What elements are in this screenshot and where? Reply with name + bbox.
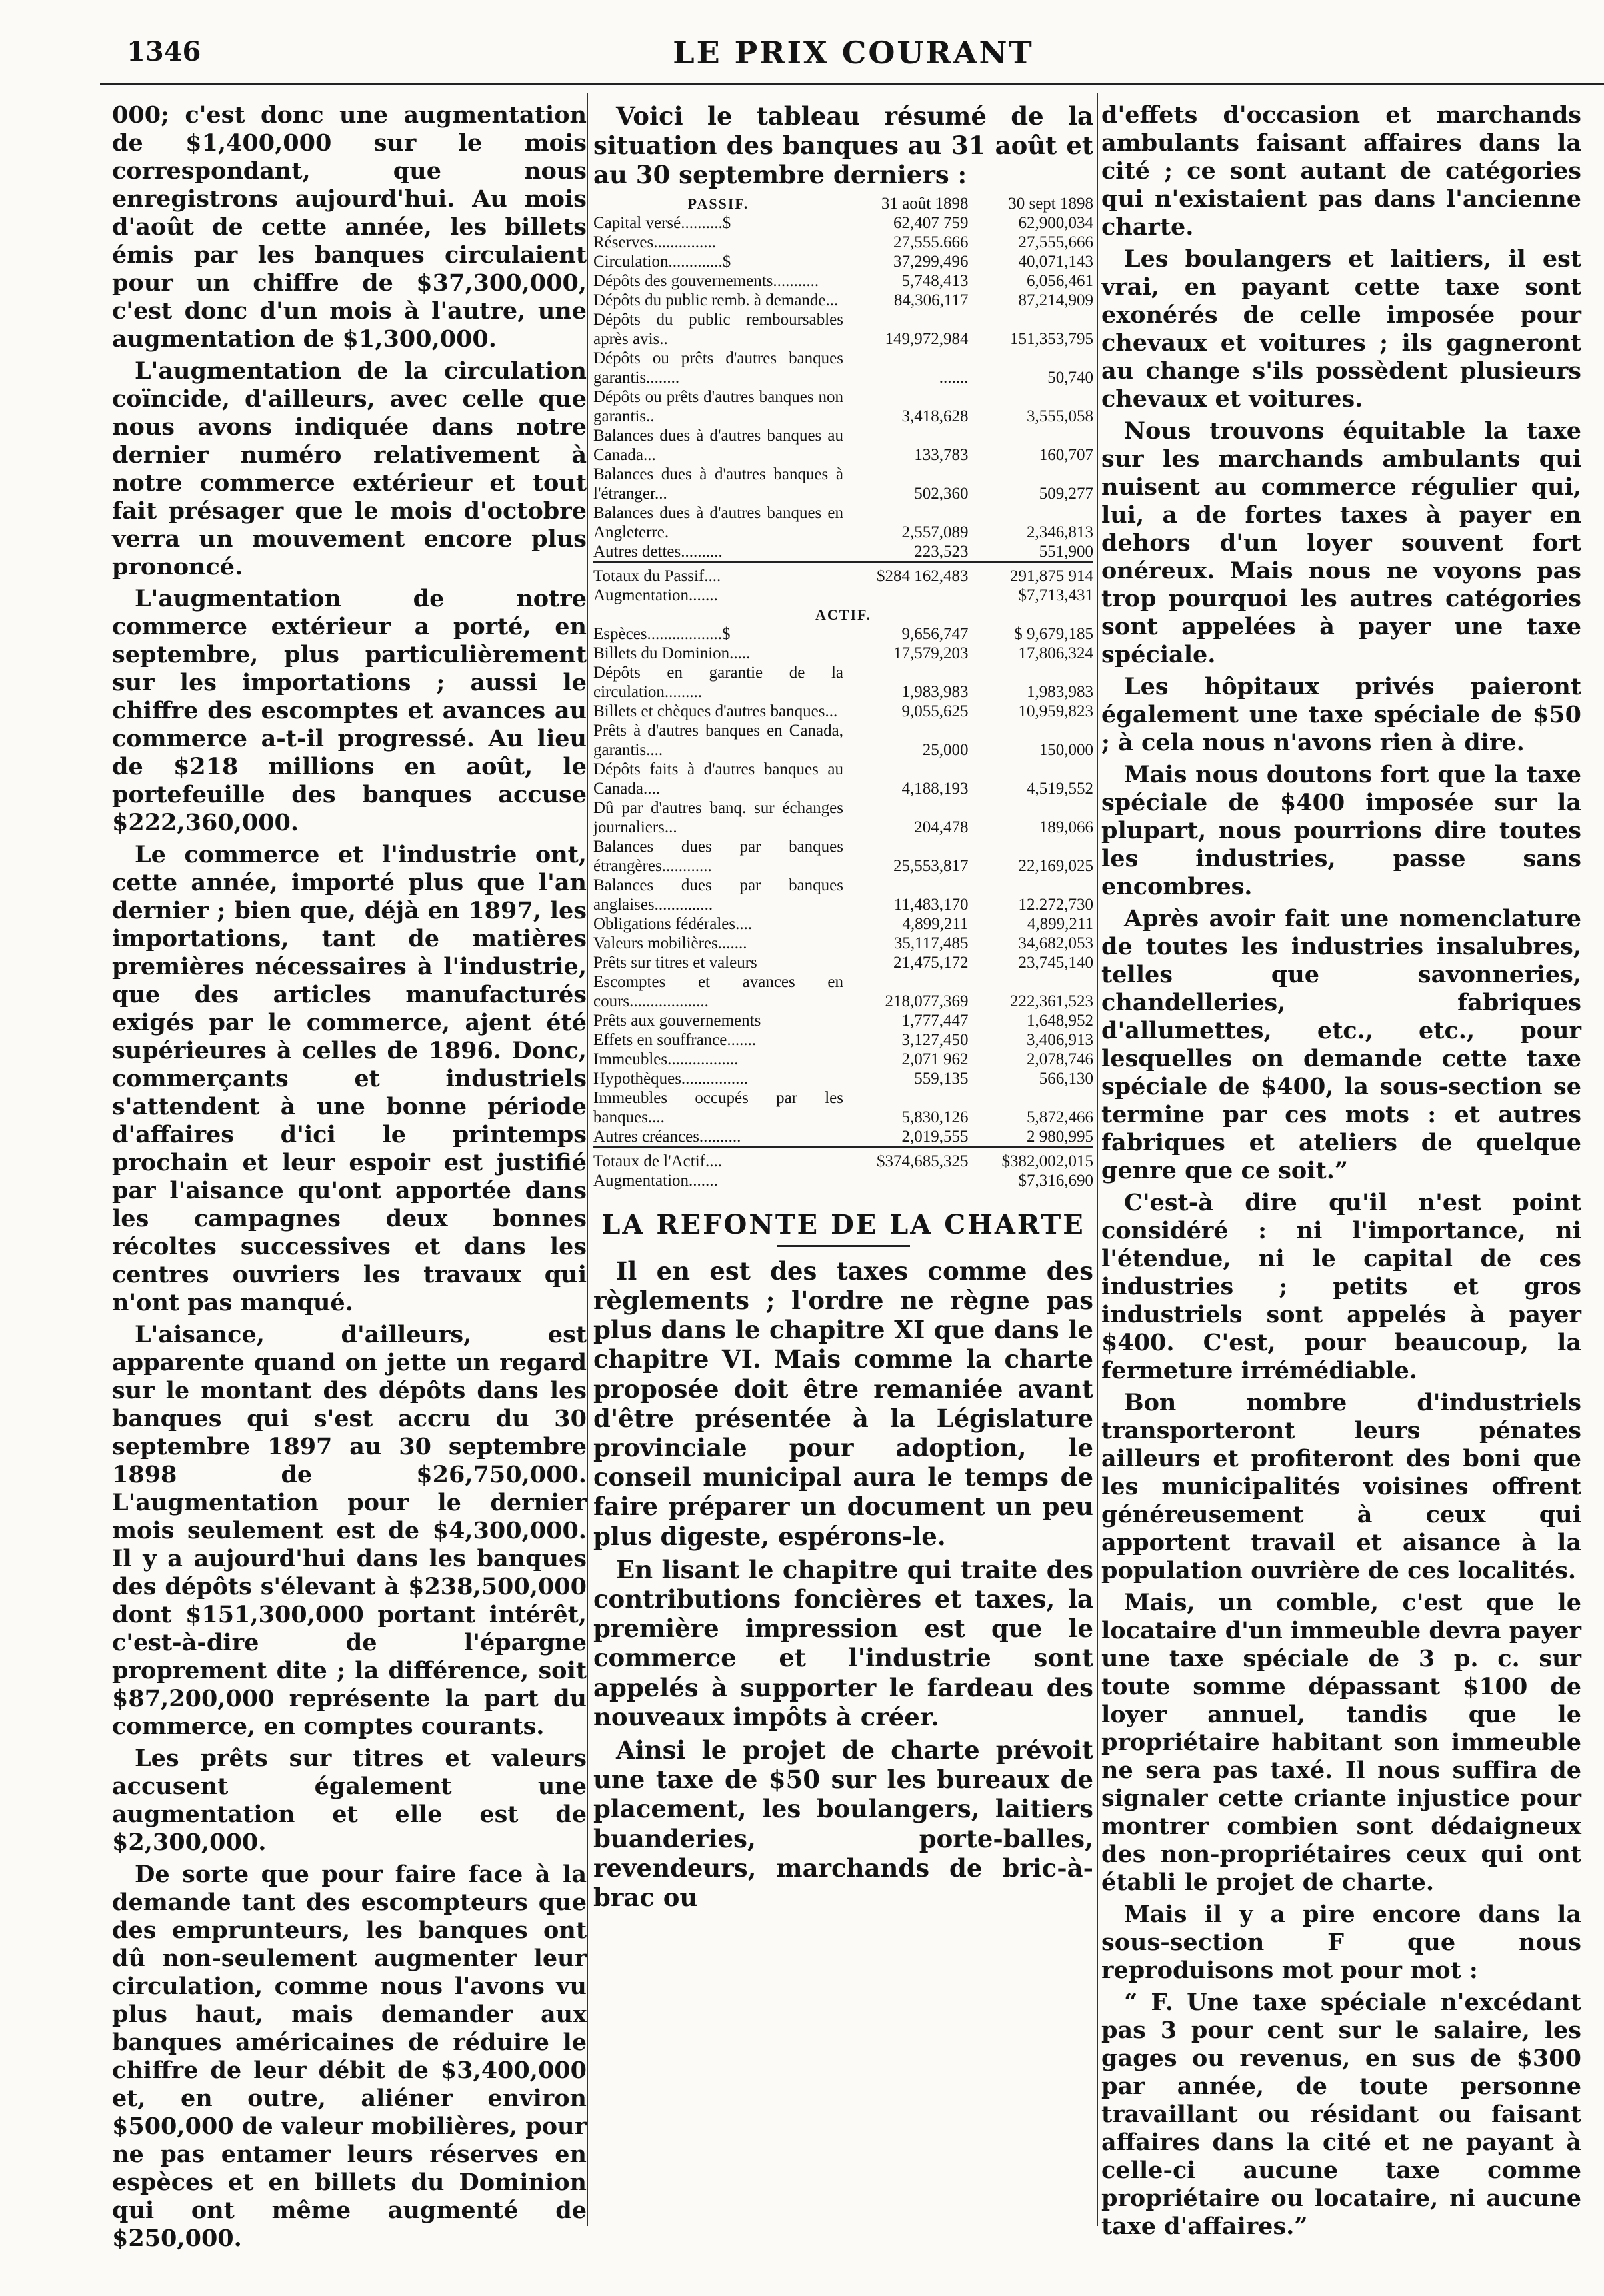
table-cell: 35,117,485 [893, 934, 969, 952]
section-headline: LA REFONTE DE LA CHARTE [601, 1208, 1085, 1240]
table-cell: Effets en souffrance....... [593, 1030, 757, 1049]
table-cell: 222,361,523 [1010, 992, 1093, 1010]
table-cell: 50,740 [1047, 368, 1093, 387]
table-row [593, 1011, 1093, 1030]
table-row [593, 1127, 1093, 1147]
table-cell: Billets du Dominion..... [593, 644, 751, 662]
table-cell: 151,353,795 [1010, 329, 1093, 348]
table-intro: Voici le tableau résumé de la situation des banques au 31 août et au 30 septembre derniers : [593, 101, 1093, 190]
table-row [593, 349, 1093, 387]
table-cell: 87,214,909 [1018, 291, 1093, 309]
table-row [593, 721, 1093, 760]
table-cell: Dépôts des gouvernements........... [593, 271, 819, 290]
actif-total-row [593, 1152, 1093, 1171]
column-divider [587, 93, 588, 2226]
table-row [593, 271, 1093, 291]
table-row [593, 953, 1093, 972]
table-cell: Totaux du Passif.... [593, 567, 721, 585]
table-cell: Prêts sur titres et valeurs [593, 953, 757, 972]
table-cell: Autres créances.......... [593, 1127, 741, 1146]
passif-aug-row [593, 586, 1093, 605]
table-row [593, 387, 1093, 426]
table-row [593, 644, 1093, 663]
table-row [593, 213, 1093, 233]
table-cell [843, 1171, 969, 1190]
table-cell: Dépôts ou prêts d'autres banques garantis........ [593, 349, 843, 387]
paragraph: Les boulangers et laitiers, il est vrai, en payant cette taxe sont exonérés de celle imposée pour chevaux et voitures ; ils gagneront au change s'ils possèdent plusieurs chevaux et voitures. [1101, 245, 1581, 413]
table-cell: 34,682,053 [1018, 934, 1093, 952]
table-cell: Prêts à d'autres banques en Canada, garantis.... [593, 721, 843, 759]
paragraph: De sorte que pour faire face à la demande tant des escompteurs que des emprunteurs, les banques ont dû non-seulement augmenter leur circulation, comme nous l'avons vu plus haut, mais demander aux banques américaines de réduire le chiffre de leur débit de $3,400,000 et, en outre, aliéner environ $500,000 de valeur mobilières, pour ne pas entamer leurs réserves en espèces et en billets du Dominion qui ont même augmenté de $250,000. [112, 1861, 587, 2252]
paragraph: Ainsi le projet de charte prévoit une taxe de $50 sur les bureaux de placement, les boulangers, laitiers buanderies, porte-balles, revendeurs, marchands de bric-à-brac ou [593, 1735, 1093, 1913]
table-row [593, 1050, 1093, 1069]
table-cell: ....... [939, 368, 969, 387]
table-cell: 218,077,369 [885, 992, 969, 1010]
paragraph: Mais il y a pire encore dans la sous-section F que nous reproduisons mot pour mot : [1101, 1901, 1581, 1984]
table-cell: 2,071 962 [901, 1050, 969, 1068]
table-cell: 62,407 759 [893, 213, 969, 232]
table-cell: 9,656,747 [901, 624, 969, 643]
table-cell: 40,071,143 [1018, 252, 1093, 271]
paragraph: Mais, un comble, c'est que le locataire d'un immeuble devra payer une taxe spéciale de 3 p. c. sur toute somme dépassant $100 de loyer annuel, tandis que le propriétaire habitant son immeuble ne sera pas taxé. Il nous suffira de signaler cette criante injustice pour montrer combien sont dédaigneux des non-propriétaires ceux qui ont établi le projet de charte. [1101, 1589, 1581, 1896]
table-cell: 2,557,089 [901, 523, 969, 541]
paragraph: Le commerce et l'industrie ont, cette année, importé plus que l'an dernier ; bien que, déjà en 1897, les importations, tant de matières premières nécessaires à l'industrie, que des articles manufacturés exigés par le commerce, ajent été supérieures à celles de 1896. Donc, commerçants et industriels s'attendent à une bonne période d'affaires d'ici le printemps prochain et leur espoir est justifié par l'aisance qu'ont apportée dans les campagnes deux bonnes récoltes successives et dans les centres ouvriers les travaux qui n'ont pas manqué. [112, 841, 587, 1316]
page-header [100, 29, 1604, 85]
table-cell: Dépôts du public remb. à demande... [593, 291, 839, 309]
table-cell: 559,135 [914, 1069, 969, 1088]
table-cell: 160,707 [1039, 445, 1093, 464]
table-cell: 2,346,813 [1027, 523, 1093, 541]
table-row [593, 252, 1093, 271]
table-row [593, 876, 1093, 914]
table-cell: Balances dues à d'autres banques en Angleterre. [593, 503, 843, 541]
col-b-header: 30 sept 1898 [1008, 194, 1093, 213]
table-cell: 5,748,413 [901, 271, 969, 290]
table-cell [843, 586, 969, 605]
table-cell: Augmentation....... [593, 586, 718, 604]
column-divider [1097, 93, 1098, 2226]
table-cell: 551,900 [1039, 542, 1093, 561]
page-number: 1346 [127, 36, 201, 67]
table-cell: Dépôts en garantie de la circulation......... [593, 663, 843, 701]
paragraph: Bon nombre d'industriels transporteront leurs pénates ailleurs et profiteront des boni que les municipalités voisines offrent généreusement à ceux qui apportent travail et aisance à la population ouvrière de ces localités. [1101, 1389, 1581, 1584]
table-cell: Dépôts du public remboursables après avis.. [593, 310, 843, 348]
table-cell: 3,555,058 [1027, 407, 1093, 425]
journal-title: LE PRIX COURANT [673, 35, 1034, 71]
table-row [593, 798, 1093, 837]
table-header-row [593, 194, 1093, 213]
paragraph: Mais nous doutons fort que la taxe spéciale de $400 imposée sur la plupart, nous pourrions dire toutes les industries, passe sans encombres. [1101, 761, 1581, 900]
table-cell: 1,648,952 [1027, 1011, 1093, 1030]
table-row [593, 1069, 1093, 1088]
paragraph: 000; c'est donc une augmentation de $1,400,000 sur le mois correspondant, que nous enregistrons aujourd'hui. Au mois d'août de cette année, les billets émis par les banques circulaient pour un chiffre de $37,300,000, c'est donc d'un mois à l'autre, une augmentation de $1,300,000. [112, 101, 587, 353]
table-cell: 9,055,625 [901, 702, 969, 720]
table-cell: Billets et chèques d'autres banques... [593, 702, 838, 720]
passif-total-row [593, 567, 1093, 586]
table-cell: 133,783 [914, 445, 969, 464]
table-cell: Immeubles occupés par les banques.... [593, 1088, 843, 1126]
table-cell: 6,056,461 [1027, 271, 1093, 290]
table-row [593, 1030, 1093, 1050]
table-cell: 84,306,117 [893, 291, 969, 309]
table-cell: Espèces..................$ [593, 624, 731, 643]
table-row [593, 542, 1093, 562]
table-row [593, 233, 1093, 252]
table-cell: 10,959,823 [1018, 702, 1093, 720]
table-cell: 23,745,140 [1018, 953, 1093, 972]
table-cell: Hypothèques................ [593, 1069, 748, 1088]
table-cell: Escomptes et avances en cours................... [593, 972, 843, 1010]
paragraph: Il en est des taxes comme des règlements ; l'ordre ne règne pas plus dans le chapitre XI que dans le chapitre VI. Mais comme la charte proposée doit être remaniée avant d'être présentée à la Législature provinciale pour adoption, le conseil municipal aura le temps de faire préparer un document un peu plus digeste, espérons-le. [593, 1256, 1093, 1551]
paragraph: Les hôpitaux privés paieront également une taxe spéciale de $50 ; à cela nous n'avons rien à dire. [1101, 673, 1581, 756]
paragraph: C'est-à dire qu'il n'est point considéré : ni l'importance, ni l'étendue, ni le capital de ces industries ; petits et gros industriels sont appelés à payer $400. C'est, pour beaucoup, la fermeture irrémédiable. [1101, 1189, 1581, 1384]
table-cell: 4,188,193 [901, 779, 969, 798]
table-cell: 27,555.666 [893, 233, 969, 251]
table-cell: 566,130 [1039, 1069, 1093, 1088]
table-cell: Obligations fédérales.... [593, 914, 753, 933]
column-2 [593, 101, 1093, 1916]
column-1 [112, 101, 587, 2257]
table-cell: 2,019,555 [901, 1127, 969, 1146]
table-cell: 37,299,496 [893, 252, 969, 271]
table-cell: 4,899,211 [902, 914, 969, 933]
paragraph: Après avoir fait une nomenclature de toutes les industries insalubres, telles que savonneries, chandelleries, fabriques d'allumettes, etc., etc., pour lesquelles on demande cette taxe spéciale de $400, la sous-section se termine par ces mots : et autres fabriques et ateliers de quelque genre que ce soit.” [1101, 905, 1581, 1184]
table-row [593, 760, 1093, 798]
passif-label: PASSIF. [687, 195, 749, 212]
paragraph: d'effets d'occasion et marchands ambulants faisant affaires dans la cité ; ce sont autant de catégories qui n'existaient pas dans l'ancienne charte. [1101, 101, 1581, 241]
table-cell: 150,000 [1039, 740, 1093, 759]
table-cell: $7,316,690 [1018, 1171, 1093, 1190]
table-cell: 5,872,466 [1027, 1108, 1093, 1126]
table-cell: Totaux de l'Actif.... [593, 1152, 722, 1170]
table-cell: 3,418,628 [901, 407, 969, 425]
table-cell: 11,483,170 [893, 895, 969, 914]
actif-aug-row [593, 1171, 1093, 1190]
table-row [593, 934, 1093, 953]
table-cell: Dépôts faits à d'autres banques au Canada.... [593, 760, 843, 798]
table-cell: 509,277 [1039, 484, 1093, 503]
table-row [593, 702, 1093, 721]
table-cell: Balances dues à d'autres banques à l'étranger... [593, 465, 843, 503]
table-cell: Balances dues par banques anglaises.............. [593, 876, 843, 914]
table-cell: 25,553,817 [893, 856, 969, 875]
table-cell: Capital versé..........$ [593, 213, 731, 232]
table-cell: 62,900,034 [1018, 213, 1093, 232]
table-cell: 5,830,126 [901, 1108, 969, 1126]
paragraph: L'aisance, d'ailleurs, est apparente quand on jette un regard sur le montant des dépôts dans les banques qui s'est accru du 30 septembre 1897 au 30 septembre 1898 de $26,750,000. L'augmentation pour le dernier mois seulement est de $4,300,000. Il y a aujourd'hui dans les banques des dépôts s'élevant à $238,500,000 dont $151,300,000 portant intérêt, c'est-à-dire de l'épargne proprement dite ; la différence, soit $87,200,000 représente la part du commerce, en comptes courants. [112, 1321, 587, 1740]
paragraph: Les prêts sur titres et valeurs accusent également une augmentation et elle est de $2,300,000. [112, 1745, 587, 1856]
actif-header-row [593, 605, 1093, 624]
table-cell: 22,169,025 [1018, 856, 1093, 875]
table-cell: $284 162,483 [877, 567, 969, 585]
table-cell: Balances dues par banques étrangères............ [593, 837, 843, 875]
table-cell: Valeurs mobilières....... [593, 934, 747, 952]
table-row [593, 1088, 1093, 1127]
table-row [593, 291, 1093, 310]
table-cell: 4,519,552 [1027, 779, 1093, 798]
table-cell: Autres dettes.......... [593, 542, 723, 561]
table-cell: 21,475,172 [893, 953, 969, 972]
table-cell: 17,579,203 [893, 644, 969, 662]
table-cell: Balances dues à d'autres banques au Canada... [593, 426, 843, 464]
table-cell: 149,972,984 [885, 329, 969, 348]
bank-table [593, 194, 1093, 1190]
table-row [593, 503, 1093, 542]
table-cell: Circulation.............$ [593, 252, 731, 271]
table-row [593, 310, 1093, 349]
table-cell: 2,078,746 [1027, 1050, 1093, 1068]
table-row [593, 837, 1093, 876]
table-cell: $374,685,325 [877, 1152, 969, 1170]
table-cell: Augmentation....... [593, 1171, 718, 1190]
table-cell: 1,983,983 [901, 682, 969, 701]
table-cell: 2 980,995 [1027, 1127, 1093, 1146]
column-3 [1101, 101, 1581, 2245]
paragraph: Nous trouvons équitable la taxe sur les marchands ambulants qui nuisent au commerce régulier qui, lui, a de fortes taxes à payer en dehors d'un loyer souvent fort onéreux. Mais nous ne voyons pas trop pourquoi les autres catégories sont appelées à payer une taxe spéciale. [1101, 417, 1581, 668]
table-cell: Immeubles................. [593, 1050, 739, 1068]
table-row [593, 624, 1093, 644]
table-cell: Prêts aux gouvernements [593, 1011, 761, 1030]
table-cell: 223,523 [914, 542, 969, 561]
table-cell: 4,899,211 [1027, 914, 1093, 933]
table-cell: 12.272,730 [1018, 895, 1093, 914]
col-a-header: 31 août 1898 [881, 194, 969, 213]
actif-label: ACTIF. [815, 606, 871, 623]
table-row [593, 972, 1093, 1011]
table-cell: 1,983,983 [1027, 682, 1093, 701]
table-cell: 502,360 [914, 484, 969, 503]
table-cell: $7,713,431 [1018, 586, 1093, 604]
table-cell: 3,406,913 [1027, 1030, 1093, 1049]
table-cell: 204,478 [914, 818, 969, 836]
table-row [593, 465, 1093, 503]
paragraph: En lisant le chapitre qui traite des contributions foncières et taxes, la première impression est que le commerce et l'industrie sont appelés à supporter le fardeau des nouveaux impôts à créer. [593, 1554, 1093, 1731]
table-cell: Dépôts ou prêts d'autres banques non garantis.. [593, 387, 843, 425]
paragraph: “ F. Une taxe spéciale n'excédant pas 3 pour cent sur le salaire, les gages ou revenus, en sus de $300 par année, de toute personne travaillant ou résidant ou faisant affaires dans la cité et ne payant à celle-ci aucune taxe comme propriétaire ou locataire, ni aucune taxe d'affaires.” [1101, 1989, 1581, 2240]
table-cell: 291,875 914 [1010, 567, 1093, 585]
table-cell: 27,555,666 [1018, 233, 1093, 251]
table-cell: Dû par d'autres banq. sur échanges journaliers... [593, 798, 843, 836]
paragraph: L'augmentation de la circulation coïncide, d'ailleurs, avec celle que nous avons indiquée dans notre dernier numéro relativement à notre commerce extérieur et tout fait présager que le mois d'octobre verra un mouvement encore plus prononcé. [112, 357, 587, 580]
table-cell: 189,066 [1039, 818, 1093, 836]
paragraph: L'augmentation de notre commerce extérieur a porté, en septembre, plus particulièrement sur les importations ; aussi le chiffre des escomptes et avances au commerce a-t-il progressé. Au lieu de $218 millions en août, le portefeuille des banques accuse $222,360,000. [112, 585, 587, 836]
table-cell: $ 9,679,185 [1014, 624, 1093, 643]
table-cell: 3,127,450 [901, 1030, 969, 1049]
table-cell: Réserves............... [593, 233, 716, 251]
table-row [593, 663, 1093, 702]
table-cell: $382,002,015 [1001, 1152, 1093, 1170]
headline-rule [777, 1245, 910, 1247]
table-row [593, 914, 1093, 934]
table-cell: 25,000 [922, 740, 969, 759]
table-cell: 17,806,324 [1018, 644, 1093, 662]
table-cell: 1,777,447 [901, 1011, 969, 1030]
table-row [593, 426, 1093, 465]
